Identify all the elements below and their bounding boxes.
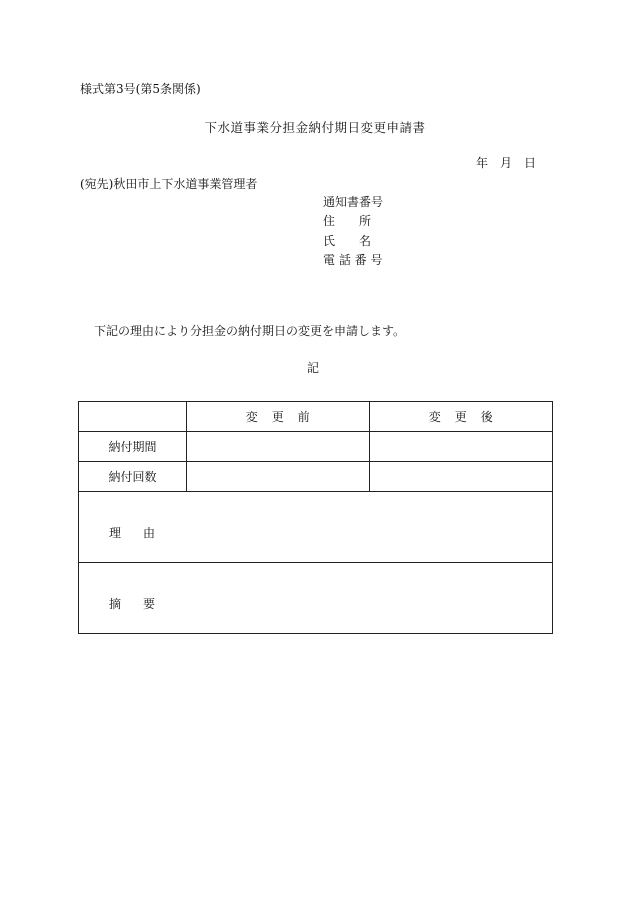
change-table: [78, 401, 553, 634]
payment-period-label: 納付期間: [79, 432, 187, 462]
table-row: [79, 563, 553, 634]
payment-period-before-cell[interactable]: [186, 432, 369, 462]
summary-cell[interactable]: [79, 563, 553, 634]
payment-count-after-cell[interactable]: [369, 462, 553, 492]
reason-cell[interactable]: [79, 492, 553, 563]
name-label: 氏 名: [323, 233, 372, 248]
applicant-fields: [323, 193, 383, 270]
notice-number-label: 通知書番号: [323, 195, 384, 209]
address-label: 住 所: [323, 214, 372, 229]
date-line: 年 月 日: [476, 156, 537, 170]
header-before: 変更前: [186, 402, 369, 432]
addressee: (宛先)秋田市上下水道事業管理者: [80, 177, 258, 191]
payment-count-before-cell[interactable]: [186, 462, 369, 492]
form-number: 様式第3号(第5条関係): [80, 82, 201, 96]
payment-count-label: 納付回数: [79, 462, 187, 492]
document-title: 下水道事業分担金納付期日変更申請書: [204, 120, 426, 135]
phone-label: 電 話 番 号: [323, 252, 383, 267]
table-row: [79, 462, 553, 492]
payment-period-after-cell[interactable]: [369, 432, 553, 462]
table-header-row: [79, 402, 553, 432]
summary-label: 摘要: [109, 596, 178, 611]
ki-heading: 記: [306, 361, 319, 375]
header-after: 変更後: [369, 402, 553, 432]
table-row: [79, 492, 553, 563]
request-statement: 下記の理由により分担金の納付期日の変更を申請します。: [94, 324, 406, 338]
reason-label: 理由: [109, 525, 178, 540]
table-row: [79, 432, 553, 462]
header-empty-cell: [79, 402, 187, 432]
